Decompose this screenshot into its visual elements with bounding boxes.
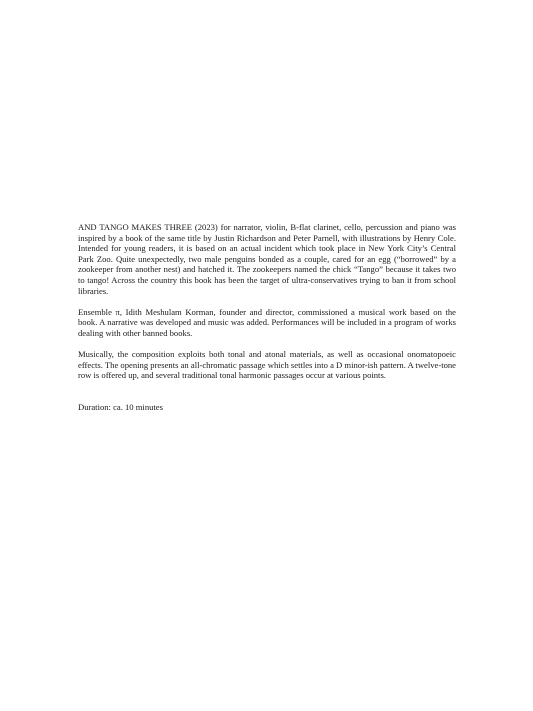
paragraph-commission: Ensemble π, Idith Meshulam Korman, founder and director, commissioned a musical work based on the book. A narrative was developed and music was added. Performances will be included in a program of works dealing with other banned books. — [78, 306, 456, 338]
paragraph-intro: AND TANGO MAKES THREE (2023) for narrator, violin, B-flat clarinet, cello, percussion and piano was inspired by a book of the same title by Justin Richardson and Peter Parnell, with illustrations by Henry Cole. Intended for young readers, it is based on an actual incident which took place in New York City’s Central Park Zoo. Quite unexpectedly, two male penguins bonded as a couple, cared for an egg (“borrowed” by a zookeeper from another nest) and hatched it. The zookeepers named the chick “Tango” because it takes two to tango! Across the country this book has been the target of ultra-conservatives trying to ban it from school libraries. — [78, 222, 456, 296]
paragraph-musical-description: Musically, the composition exploits both tonal and atonal materials, as well as occasional onomatopoeic effects. The opening presents an all-chromatic passage which settles into a D minor-ish pattern. A twelve-tone row is offered up, and several traditional tonal harmonic passages occur at various points. — [78, 349, 456, 381]
program-note — [78, 222, 456, 423]
duration-text: Duration: ca. 10 minutes — [78, 401, 163, 412]
